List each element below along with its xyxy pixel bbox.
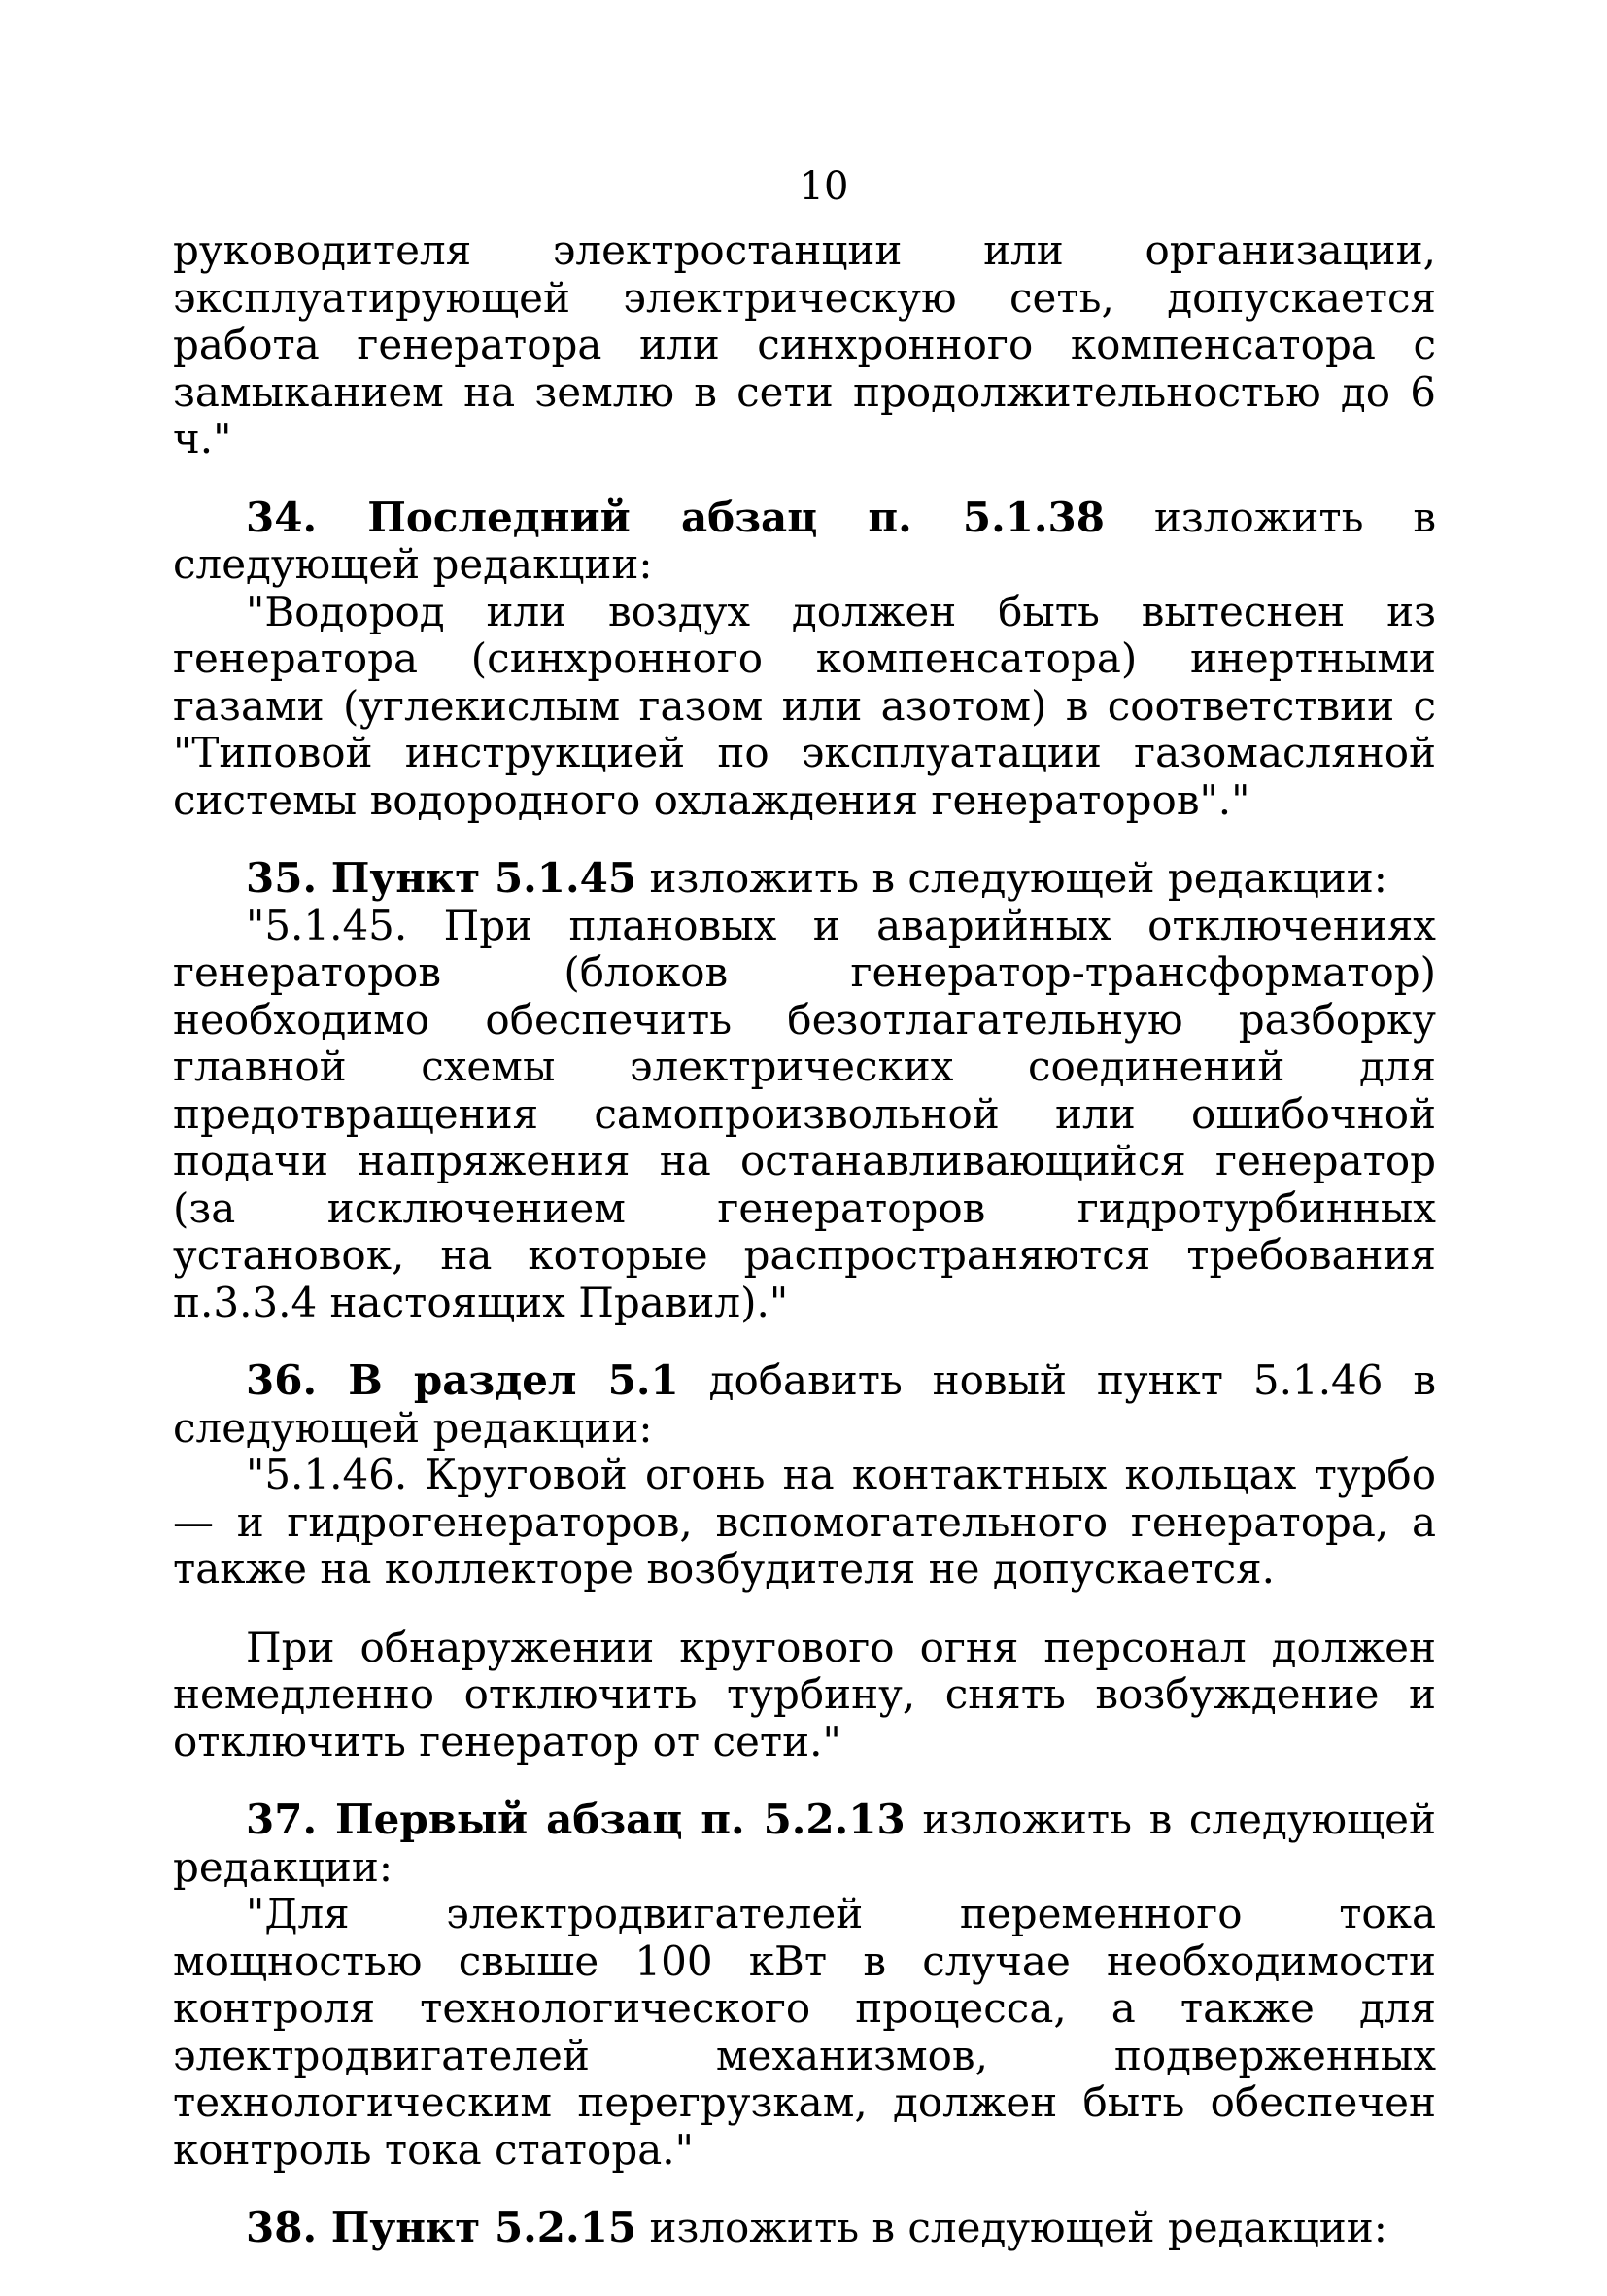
item-35-label: 35. Пункт 5.1.45 [246, 854, 637, 902]
item-34-label: 34. Последний абзац п. 5.1.38 [246, 493, 1106, 541]
item-37-heading [173, 1797, 1436, 1891]
item-34-heading [173, 495, 1436, 589]
item-38-heading [173, 2205, 1436, 2252]
item-36-label: 36. В раздел 5.1 [246, 1356, 679, 1404]
item-34-quote: "Водород или воздух должен быть вытеснен из генератора (синхронного компенсатора) инертными газами (углекислым газом или азотом) в соответствии с "Типовой инструкцией по эксплуатации газомасляной системы водородного охлаждения генераторов"." [173, 587, 1436, 824]
item-37-text: изложить в следующей редакции: [173, 1796, 1436, 1891]
item-35-text: изложить в следующей редакции: [636, 854, 1387, 902]
continuation-paragraph: руководителя электростанции или организации, эксплуатирующей электрическую сеть, допускается работа генератора или синхронного компенсатора с замыканием на землю в сети продолжительностью до 6 ч." [173, 226, 1436, 463]
page-number: 10 [799, 164, 849, 209]
item-36-quote-part1: "5.1.46. Круговой огонь на контактных кольцах турбо — и гидрогенераторов, вспомогательного генератора, а также на коллекторе возбудителя не допускается. [173, 1451, 1436, 1593]
item-35-heading [173, 855, 1436, 903]
item-34-text: изложить в следующей редакции: [173, 493, 1436, 588]
item-36-text: добавить новый пункт 5.1.46 в следующей редакции: [173, 1356, 1436, 1452]
item-36-heading [173, 1357, 1436, 1452]
item-38-label: 38. Пункт 5.2.15 [246, 2204, 637, 2251]
document-page [173, 163, 1436, 2252]
item-37-label: 37. Первый абзац п. 5.2.13 [246, 1796, 906, 1843]
item-37-quote: "Для электродвигателей переменного тока мощностью свыше 100 кВт в случае необходимости контроля технологического процесса, а также для электродвигателей механизмов, подверженных технологическим перегрузкам, должен быть обеспечен контроль тока статора." [173, 1890, 1436, 2174]
item-38-text: изложить в следующей редакции: [636, 2204, 1387, 2251]
item-35-quote: "5.1.45. При плановых и аварийных отключениях генераторов (блоков генератор-трансформатор) необходимо обеспечить безотлагательную разборку главной схемы электрических соединений для предотвращения самопроизвольной или ошибочной подачи напряжения на останавливающийся генератор (за исключением генераторов гидротурбинных установок, на которые распространяются требования п.3.3.4 настоящих Правил)." [173, 901, 1436, 1326]
item-36-quote-part2: При обнаружении кругового огня персонал должен немедленно отключить турбину, снять возбуждение и отключить генератор от сети." [173, 1623, 1436, 1765]
